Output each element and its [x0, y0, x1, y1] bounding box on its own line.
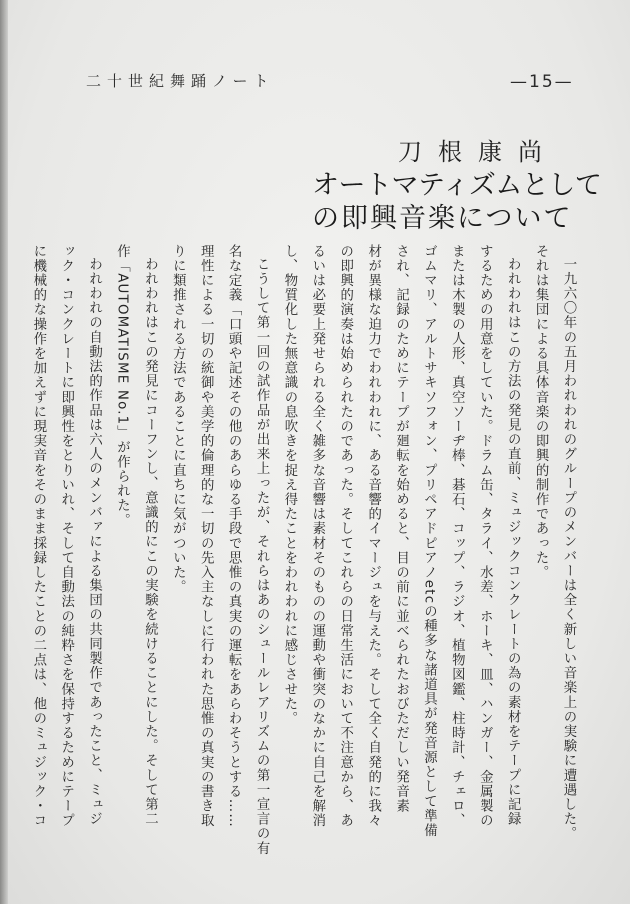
text-column: われわれはこの方法の発見の直前、ミュジックコンクレートの為の素材をテープに記録: [505, 257, 521, 827]
text-column: りに類推される方法であることに直ちに気がついた。: [170, 244, 186, 595]
text-column: こうして第一回の試作品が出来上ったが、それらはあのシュールレアリズムの第一宣言の有: [254, 257, 270, 856]
text-column: 材が異様な迫力でわれわれに、ある音響的イマージュを与えた。そして全く自発的に我々: [365, 244, 381, 828]
running-header-title: 二十世紀舞踊ノート: [86, 72, 275, 90]
text-column: するための用意をしていた。ドラム缶、タライ、水差、ホーキ、皿、ハンガー、金属製の: [477, 244, 493, 828]
text-column: または木製の人形、真空ソーヂ棒、碁石、コップ、ラジオ、植物図鑑、柱時計、チェロ、: [449, 244, 465, 828]
text-column: 作「AUTOMATISME No.1」が作られた。: [114, 244, 130, 528]
page-edge-shadow: [0, 0, 8, 904]
text-column: われわれはこの発見にコーフンし、意識的にこの実験を続けることにした。そして第二: [142, 257, 158, 827]
text-column: され、記録のためにテープが廻転を始めると、目の前に並べられたおびただしい発音素: [393, 244, 409, 814]
text-column: それは集団による具体音楽の即興的制作であった。: [533, 244, 549, 580]
text-column: の即興的演奏は始められたのであった。そしてこれらの日常生活において不注意から、あ: [337, 244, 353, 828]
text-column: し、物質化した無意識の息吹きを捉え得たことをわれわれに感じさせた。: [281, 244, 297, 726]
text-column: 理性による一切の統御や美学的倫理的な一切の先入主なしに行われた思惟の真実の書き取: [198, 244, 214, 828]
text-column: ック・コンクレートに即興性をとりいれ、そして自動法の純粋さを保持するためにテープ: [58, 244, 74, 828]
text-column: 名な定義「口頭や記述その他のあらゆる手段で思惟の真実の運転をあらわそうとする……: [226, 244, 242, 828]
text-column: 一九六〇年の五月われわれのグループのメンバーは全く新しい音楽上の実験に遭遇した。: [561, 257, 576, 842]
article-title-line-2: の即興音楽について: [312, 203, 573, 234]
author-name: 刀根康尚: [398, 138, 558, 166]
article-title-line-1: オートマティズムとして: [312, 170, 602, 201]
page-number: —15—: [510, 72, 574, 92]
text-column: に機械的な操作を加えずに現実音をそのまま採録したことの二点は、他のミュジック・コ: [30, 244, 46, 828]
text-column: るいは必要上発せられる全く雑多な音響は素材そのものの運動や衝突のなかに自己を解消: [309, 244, 325, 828]
article-body-vertical-text: [30, 244, 582, 884]
text-column: ゴムマリ、アルトサキソフォン、プリペアドピアノetcの種多な諸道具が発音源として準備: [421, 244, 437, 838]
text-column: われわれの自動法的作品は六人のメンバァによる集団の共同製作であったこと、ミュジ: [86, 257, 102, 827]
